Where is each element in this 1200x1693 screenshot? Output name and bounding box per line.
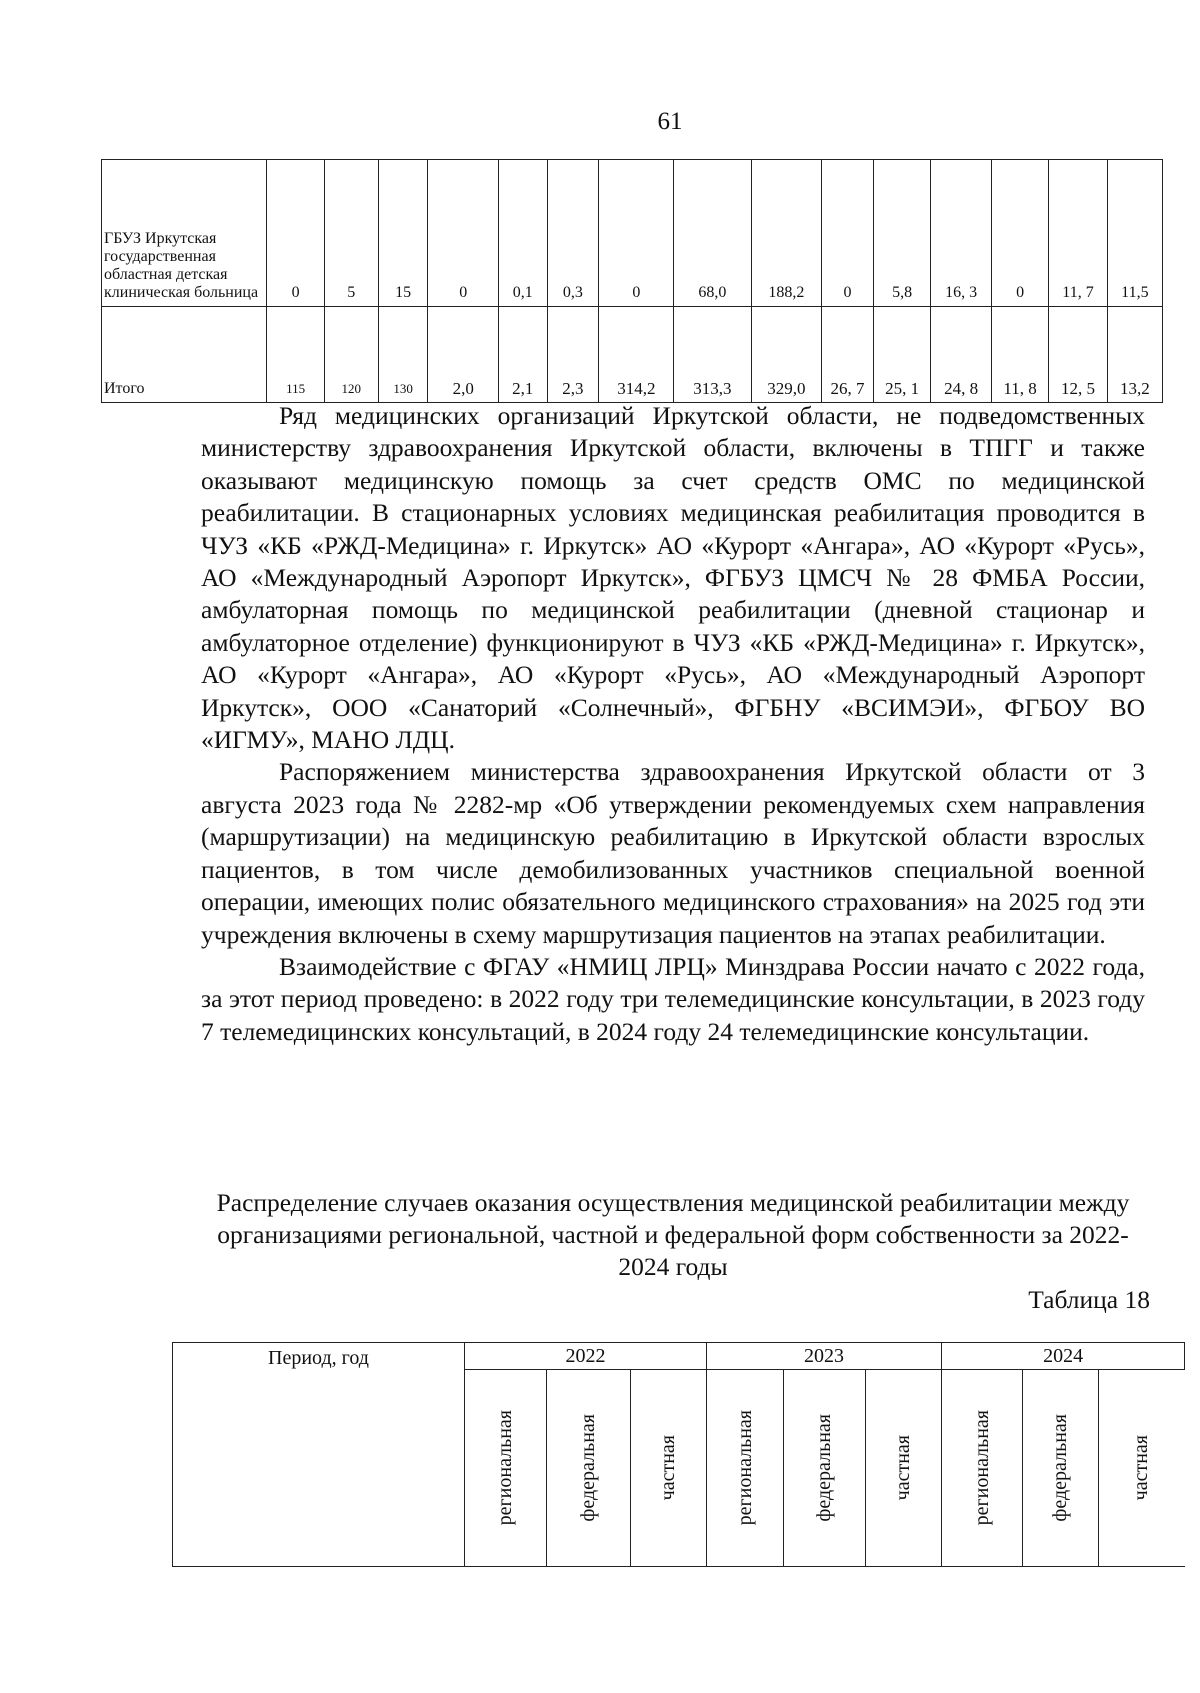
- column-header-label: федеральная: [1049, 1414, 1072, 1522]
- column-header: [707, 1370, 784, 1567]
- data-table-top: [101, 159, 1163, 403]
- table-cell: 120: [324, 306, 378, 402]
- table-cell: 2,0: [428, 306, 499, 402]
- year-header: 2023: [707, 1343, 942, 1370]
- column-header-label: региональная: [733, 1410, 756, 1526]
- column-header-label: федеральная: [577, 1414, 599, 1522]
- column-header-label: федеральная: [813, 1414, 836, 1522]
- column-header-label: частная: [1130, 1435, 1153, 1501]
- table-cell: 11, 7: [1049, 160, 1107, 307]
- column-header-label: региональная: [970, 1410, 993, 1526]
- column-header-label: частная: [892, 1435, 915, 1501]
- table-cell: 2,3: [547, 306, 599, 402]
- table-cell: 26, 7: [822, 306, 874, 402]
- table-cell: 0,1: [499, 160, 548, 307]
- year-header: 2024: [942, 1343, 1185, 1370]
- table-cell: 5,8: [873, 160, 930, 307]
- table-cell: 11,5: [1107, 160, 1162, 307]
- table-cell: 0: [599, 160, 674, 307]
- column-header-label: частная: [657, 1435, 680, 1501]
- table-cell: 16, 3: [931, 160, 992, 307]
- table-row: [102, 160, 1163, 307]
- body-text: [201, 400, 1145, 1048]
- column-header: [942, 1370, 1023, 1567]
- column-header: [1099, 1370, 1185, 1567]
- table-cell: 188,2: [751, 160, 822, 307]
- period-header: Период, год: [173, 1343, 465, 1567]
- column-header: [866, 1370, 942, 1567]
- table-cell: 13,2: [1107, 306, 1162, 402]
- row-name: ГБУЗ Иркутская государственная областная детская клиническая больница: [102, 160, 267, 307]
- table-cell: 2,1: [499, 306, 548, 402]
- column-header: [631, 1370, 707, 1567]
- paragraph: Распоряжением министерства здравоохранения Иркутской области от 3 августа 2023 года № 2282-мр «Об утверждении рекомендуемых схем направления (маршрутизации) на медицинскую реабилитацию в Иркутской области взрослых пациентов, в том числе демобилизованных участников специальной военной операции, имеющих полис обязательного медицинского страхования» на 2025 год эти учреждения включены в схему маршрутизация пациентов на этапах реабилитации.: [201, 757, 1145, 949]
- table-row: [102, 306, 1163, 402]
- table-cell: 15: [378, 160, 428, 307]
- column-header: [784, 1370, 866, 1567]
- table-cell: 0: [428, 160, 499, 307]
- table-cell: 115: [267, 306, 324, 402]
- table-cell: 329,0: [751, 306, 822, 402]
- table-cell: 130: [378, 306, 428, 402]
- page-number: 61: [657, 108, 683, 135]
- table-cell: 314,2: [599, 306, 674, 402]
- table-cell: 68,0: [674, 160, 751, 307]
- column-header: [547, 1370, 631, 1567]
- table-label: Таблица 18: [1028, 1285, 1150, 1314]
- paragraph: Ряд медицинских организаций Иркутской области, не подведомственных министерству здравоохранения Иркутской области, включены в ТПГГ и также оказывают медицинскую помощь за счет средств ОМС по медицинской реабилитации. В стационарных условиях медицинская реабилитация проводится в ЧУЗ «КБ «РЖД-Медицина» г. Иркутск» АО «Курорт «Ангара», АО «Курорт «Русь», АО «Международный Аэропорт Иркутск», ФГБУЗ ЦМСЧ № 28 ФМБА России, амбулаторная помощь по медицинской реабилитации (дневной стационар и амбулаторное отделение) функционируют в ЧУЗ «КБ «РЖД-Медицина» г. Иркутск», АО «Курорт «Ангара», АО «Курорт «Русь», АО «Международный Аэропорт Иркутск», ООО «Санаторий «Солнечный», ФГБНУ «ВСИМЭИ», ФГБОУ ВО «ИГМУ», МАНО ЛДЦ.: [201, 401, 1145, 755]
- table-header-row: [173, 1343, 1185, 1370]
- paragraph: Взаимодействие с ФГАУ «НМИЦ ЛРЦ» Минздрава России начато с 2022 года, за этот период проведено: в 2022 году три телемедицинские консультации, в 2023 году 7 телемедицинских консультаций, в 2024 году 24 телемедицинские консультации.: [201, 951, 1145, 1046]
- table-cell: 0: [991, 160, 1048, 307]
- table-cell: 0: [822, 160, 874, 307]
- year-header: 2022: [465, 1343, 707, 1370]
- table-cell: 0,3: [547, 160, 599, 307]
- column-header: [1023, 1370, 1099, 1567]
- data-table-bottom: [172, 1342, 1185, 1567]
- table-cell: 24, 8: [931, 306, 992, 402]
- table-cell: 25, 1: [873, 306, 930, 402]
- table-caption: Распределение случаев оказания осуществления медицинской реабилитации между организациями региональной, частной и федеральной форм собственности за 2022-2024 годы: [216, 1188, 1130, 1281]
- row-name: Итого: [102, 306, 267, 402]
- table-cell: 0: [267, 160, 324, 307]
- table-cell: 5: [324, 160, 378, 307]
- table-cell: 12, 5: [1049, 306, 1107, 402]
- column-header-label: региональная: [494, 1410, 516, 1526]
- column-header: [465, 1370, 547, 1567]
- table-cell: 313,3: [674, 306, 751, 402]
- table-cell: 11, 8: [991, 306, 1048, 402]
